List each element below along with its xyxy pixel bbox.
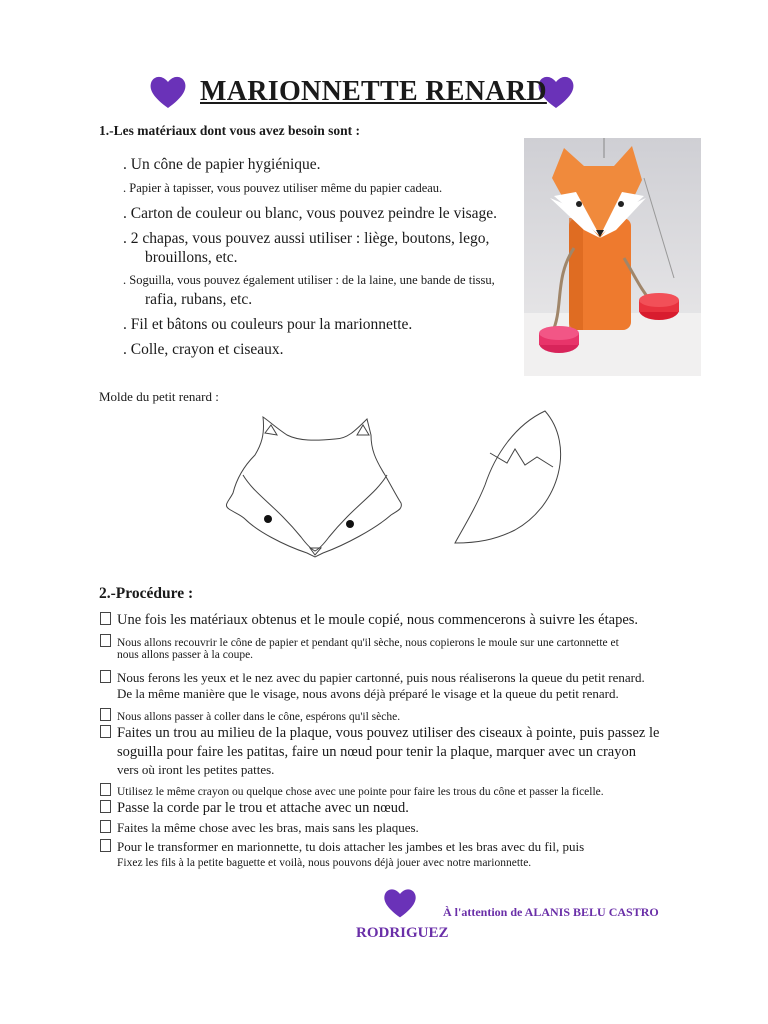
procedure-step-continued: soguilla pour faire les patitas, faire un nœud pour tenir la plaque, marquer avec un crayon bbox=[117, 744, 636, 760]
checkbox-icon bbox=[100, 783, 111, 796]
fox-mold-drawing bbox=[215, 405, 585, 565]
procedure-step: Nous allons recouvrir le cône de papier et pendant qu'il sèche, nous copierons le moule sur une cartonnette et bbox=[100, 634, 619, 649]
checkbox-icon bbox=[100, 820, 111, 833]
checkbox-icon bbox=[100, 670, 111, 683]
material-item: . Carton de couleur ou blanc, vous pouvez peindre le visage. bbox=[123, 205, 498, 222]
material-item: . Papier à tapisser, vous pouvez utiliser même du papier cadeau. bbox=[123, 181, 443, 195]
checkbox-icon bbox=[100, 839, 111, 852]
material-item: . Colle, crayon et ciseaux. bbox=[123, 341, 284, 358]
procedure-step: Faites la même chose avec les bras, mais sans les plaques. bbox=[100, 820, 419, 836]
procedure-step-continued: Fixez les fils à la petite baguette et voilà, nous pouvons déjà jouer avec notre marionnette. bbox=[117, 857, 532, 869]
procedure-step: Nous ferons les yeux et le nez avec du papier cartonné, puis nous réaliserons la queue du petit renard. bbox=[100, 670, 645, 686]
material-item-continued: brouillons, etc. bbox=[145, 249, 238, 266]
signature-line-2: RODRIGUEZ bbox=[356, 925, 449, 941]
heart-icon-signature bbox=[382, 885, 418, 921]
procedure-step: Passe la corde par le trou et attache avec un nœud. bbox=[100, 800, 409, 817]
procedure-step: Faites un trou au milieu de la plaque, vous pouvez utiliser des ciseaux à pointe, puis passez le bbox=[100, 725, 659, 742]
checkbox-icon bbox=[100, 725, 111, 738]
material-item: . Soguilla, vous pouvez également utiliser : de la laine, une bande de tissu, bbox=[123, 273, 495, 287]
materials-heading: 1.-Les matériaux dont vous avez besoin sont : bbox=[99, 123, 361, 138]
checkbox-icon bbox=[100, 800, 111, 813]
material-item-continued: rafia, rubans, etc. bbox=[145, 291, 253, 308]
page-title: MARIONNETTE RENARD bbox=[200, 76, 547, 107]
procedure-step: Pour le transformer en marionnette, tu dois attacher les jambes et les bras avec du fil, puis bbox=[100, 839, 584, 855]
checkbox-icon bbox=[100, 612, 111, 625]
material-item: . 2 chapas, vous pouvez aussi utiliser : liège, boutons, lego, bbox=[123, 230, 490, 247]
material-item: . Fil et bâtons ou couleurs pour la marionnette. bbox=[123, 316, 413, 333]
procedure-step-continued: vers où iront les petites pattes. bbox=[117, 762, 275, 777]
procedure-heading: 2.-Procédure : bbox=[99, 585, 194, 602]
signature-line-1: À l'attention de ALANIS BELU CASTRO bbox=[443, 905, 659, 919]
procedure-step-continued: nous allons passer à la coupe. bbox=[117, 649, 254, 661]
checkbox-icon bbox=[100, 634, 111, 647]
procedure-step: Nous allons passer à coller dans le cône, espérons qu'il sèche. bbox=[100, 708, 400, 723]
heart-icon-left bbox=[148, 72, 188, 112]
procedure-step: Une fois les matériaux obtenus et le moule copié, nous commencerons à suivre les étapes. bbox=[100, 612, 638, 629]
procedure-step-continued: De la même manière que le visage, nous avons déjà préparé le visage et la queue du petit renard. bbox=[117, 686, 619, 701]
procedure-step: Utilisez le même crayon ou quelque chose avec une pointe pour faire les trous du cône et passer la ficelle. bbox=[100, 783, 604, 798]
mold-label: Molde du petit renard : bbox=[99, 389, 219, 404]
fox-puppet-photo bbox=[524, 138, 701, 376]
checkbox-icon bbox=[100, 708, 111, 721]
material-item: . Un cône de papier hygiénique. bbox=[123, 156, 321, 173]
